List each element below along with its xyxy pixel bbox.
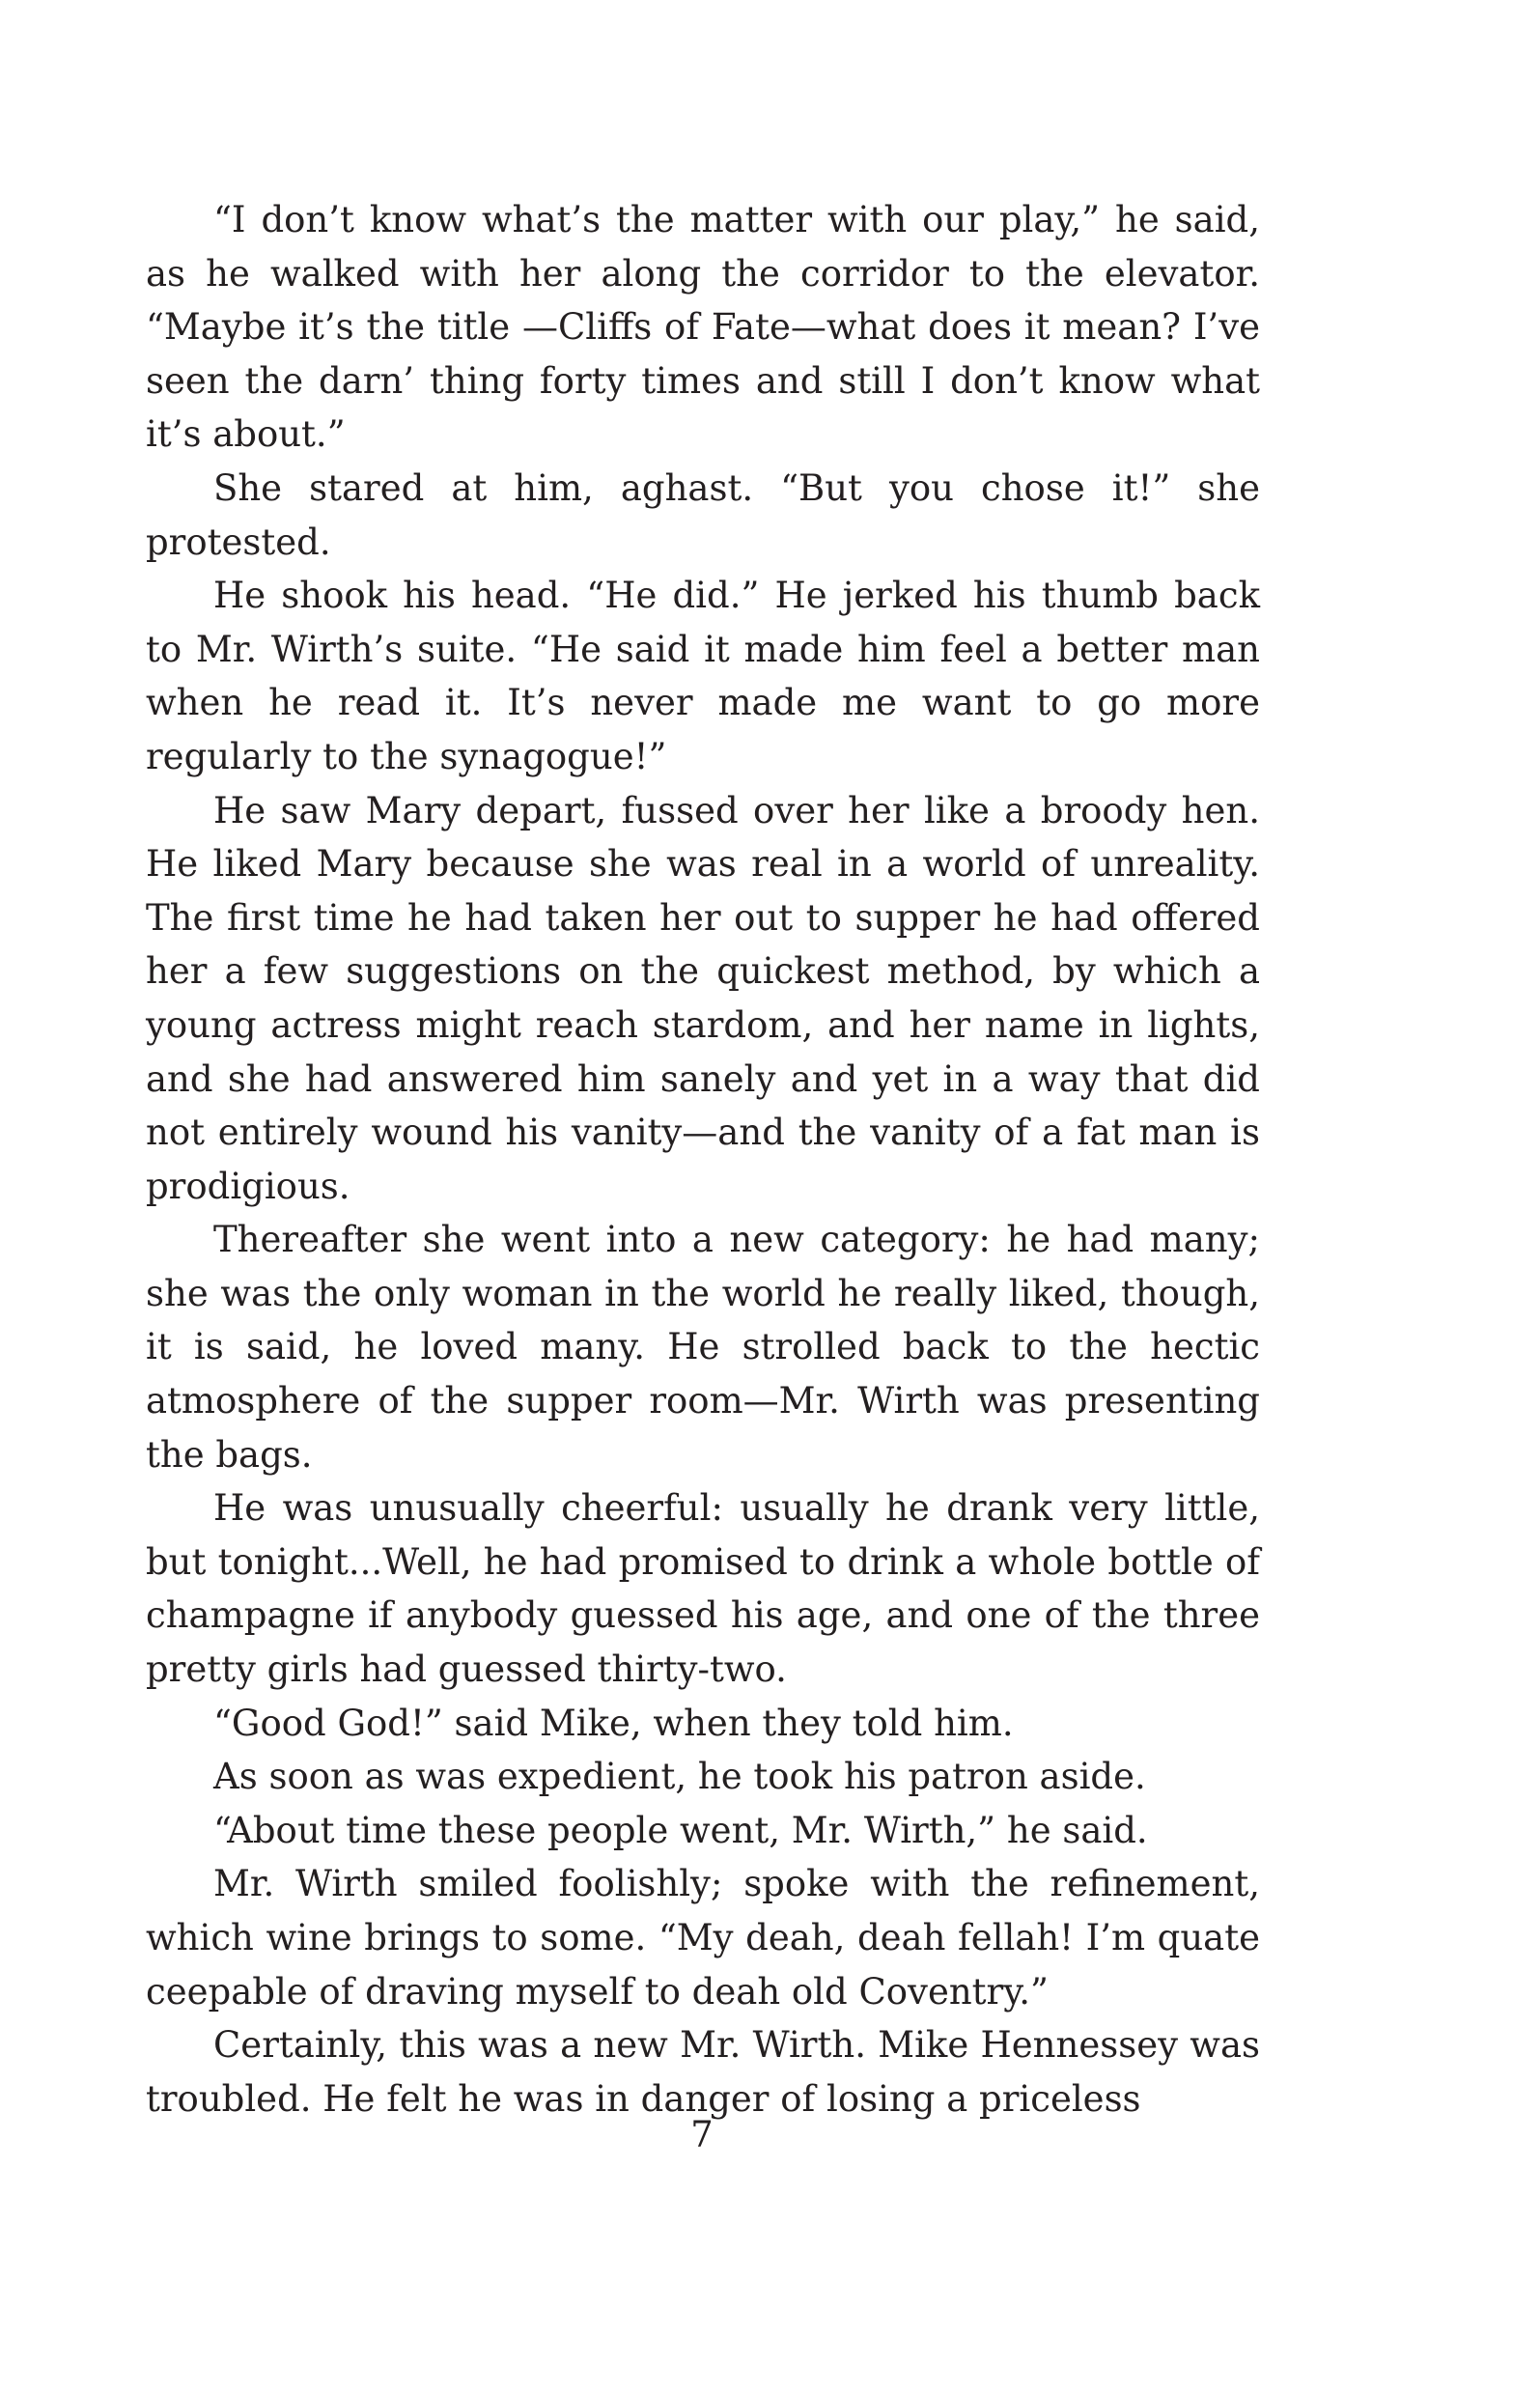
paragraph: He was unusually cheerful: usually he drank very little, but tonight...Well, he had promised to drink a whole bottle of champagne if anybody guessed his age, and one of the three pretty girls had guessed thirty-two. xyxy=(146,1487,1260,1691)
paragraph: Certainly, this was a new Mr. Wirth. Mike Hennessey was troubled. He felt he was in danger of losing a priceless xyxy=(146,2024,1260,2120)
paragraph: He saw Mary depart, fussed over her like a broody hen. He liked Mary because she was real in a world of unreality. The first time he had taken her out to supper he had offered her a few suggestions on the quickest method, by which a young actress might reach stardom, and her name in lights, and she had answered him sanely and yet in a way that did not entirely wound his vanity—and the vanity of a fat man is prodigious. xyxy=(146,789,1260,1207)
paragraph: Thereafter she went into a new category: he had many; she was the only woman in the world he really liked, though, it is said, he loved many. He strolled back to the hectic atmosphere of the supper room—Mr. Wirth was presenting the bags. xyxy=(146,1219,1260,1476)
paragraph: Mr. Wirth smiled foolishly; spoke with the refinement, which wine brings to some. “My deah, deah fellah! I’m quate ceepable of draving myself to deah old Coventry.” xyxy=(146,1863,1260,2013)
paragraph: “About time these people went, Mr. Wirth,” he said. xyxy=(213,1809,1148,1851)
page-number: 7 xyxy=(690,2114,714,2155)
paragraph: He shook his head. “He did.” He jerked his thumb back to Mr. Wirth’s suite. “He said it made him feel a better man when he read it. It’s never made me want to go more regularly to the synagogue!” xyxy=(146,575,1260,777)
paragraph: She stared at him, aghast. “But you chose it!” she protested. xyxy=(146,466,1260,563)
paragraph: “I don’t know what’s the matter with our play,” he said, as he walked with her along the corridor to the elevator. “Maybe it’s the title —Cliffs of Fate—what does it mean? I’ve seen the darn’ thing forty times and still I don’t know what it’s about.” xyxy=(146,199,1260,456)
paragraph: “Good God!” said Mike, when they told him. xyxy=(213,1702,1014,1744)
paragraph: As soon as was expedient, he took his patron aside. xyxy=(213,1756,1146,1798)
body-text xyxy=(146,193,1260,2126)
